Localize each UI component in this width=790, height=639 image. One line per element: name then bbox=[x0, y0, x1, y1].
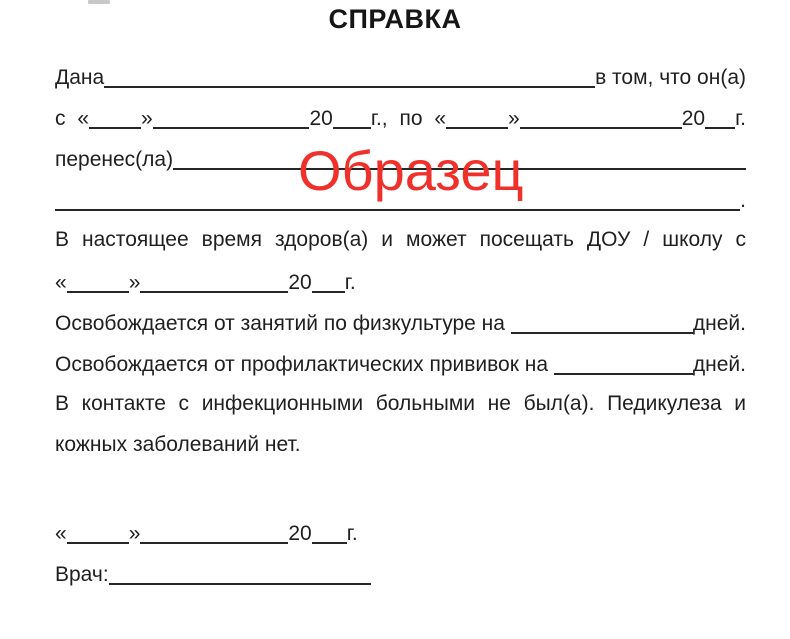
line-text: дней. bbox=[692, 353, 746, 376]
blank-field bbox=[554, 373, 693, 375]
line-text: « bbox=[55, 522, 67, 545]
line-text: « bbox=[55, 271, 67, 294]
blank-field bbox=[173, 168, 746, 170]
certificate-title: СПРАВКА bbox=[328, 4, 462, 34]
line-text: с « bbox=[55, 107, 90, 130]
line-healthy-statement: В настоящее время здоров(а) и может посещать ДОУ / школу с bbox=[55, 228, 746, 251]
scan-artifact bbox=[88, 0, 110, 4]
blank-field bbox=[312, 542, 347, 544]
line-text: г. bbox=[344, 271, 356, 294]
line-text: г., по « bbox=[370, 107, 447, 130]
line-issue-date bbox=[55, 511, 746, 552]
line-text: г. bbox=[735, 107, 746, 130]
blank-spacer bbox=[55, 465, 746, 511]
line-doctor-signature bbox=[55, 552, 746, 593]
blank-field bbox=[705, 127, 735, 129]
line-vaccination-exemption bbox=[55, 342, 746, 383]
blank-field bbox=[333, 127, 371, 129]
line-text: 20 bbox=[309, 107, 333, 130]
line-text: Дана bbox=[55, 66, 105, 89]
line-contact-statement-2: кожных заболеваний нет. bbox=[55, 433, 301, 456]
line-text: » bbox=[128, 271, 141, 294]
line-issued-to bbox=[55, 55, 746, 96]
blank-field bbox=[153, 127, 310, 129]
line-text: » bbox=[141, 107, 153, 130]
blank-field bbox=[109, 583, 371, 585]
line-text: 20 bbox=[288, 271, 312, 294]
line-contact-statement: В контакте с инфекционными больными не был(а). Педикулеза и bbox=[55, 392, 746, 415]
line-text: 20 bbox=[681, 107, 706, 130]
line-date-range bbox=[55, 96, 746, 137]
line-text: » bbox=[128, 522, 141, 545]
blank-field bbox=[67, 542, 129, 544]
line-text: . bbox=[740, 189, 746, 212]
line-illness bbox=[55, 137, 746, 178]
line-text: в том, что он(а) bbox=[595, 66, 746, 89]
blank-field bbox=[446, 127, 508, 129]
blank-field bbox=[312, 291, 345, 293]
line-text: Освобождается от профилактических прививок на bbox=[55, 353, 554, 376]
blank-field bbox=[104, 86, 595, 88]
blank-field bbox=[511, 332, 693, 334]
blank-field bbox=[140, 542, 288, 544]
blank-field bbox=[520, 127, 682, 129]
line-text: перенес(ла) bbox=[55, 148, 174, 171]
line-healthy-from-date bbox=[55, 260, 746, 301]
line-pe-exemption bbox=[55, 301, 746, 342]
blank-field bbox=[67, 291, 129, 293]
line-text: Освобождается от занятий по физкультуре на bbox=[55, 312, 511, 335]
line-text: » bbox=[508, 107, 520, 130]
line-text: 20 bbox=[288, 522, 312, 545]
line-text: Врач: bbox=[55, 563, 109, 586]
blank-field bbox=[140, 291, 288, 293]
blank-field bbox=[89, 127, 141, 129]
line-text: г. bbox=[346, 522, 358, 545]
line-illness-continued bbox=[55, 178, 746, 219]
line-text: дней. bbox=[692, 312, 746, 335]
document-body bbox=[0, 35, 790, 593]
sample-watermark: Образец bbox=[298, 139, 524, 202]
blank-field bbox=[55, 209, 740, 211]
